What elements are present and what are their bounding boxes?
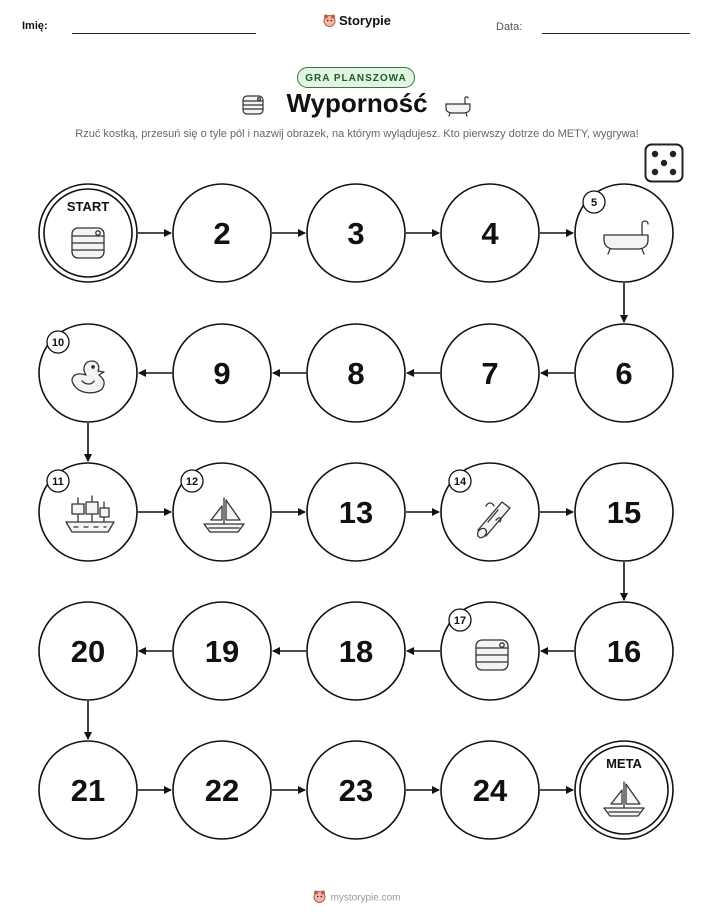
space-number: 12 <box>185 476 199 488</box>
space-number: 7 <box>481 356 499 391</box>
board-space[interactable] <box>39 741 137 839</box>
board-space[interactable] <box>39 463 137 561</box>
space-number: 16 <box>606 634 642 669</box>
board-space[interactable] <box>173 463 271 561</box>
space-number: 11 <box>52 476 64 488</box>
space-number: 13 <box>338 495 374 530</box>
name-label: Imię: <box>22 20 48 32</box>
board-space[interactable] <box>307 602 405 700</box>
brand-name: Storypie <box>338 13 391 28</box>
space-number: 3 <box>347 216 365 251</box>
board-space[interactable] <box>39 324 137 422</box>
board-space[interactable] <box>441 602 539 700</box>
space-number: 20 <box>70 634 106 669</box>
board-space[interactable] <box>441 184 539 282</box>
board-space[interactable] <box>441 463 539 561</box>
start-space[interactable] <box>39 184 137 282</box>
space-number: 24 <box>472 773 508 808</box>
board-space[interactable] <box>441 741 539 839</box>
space-number: 14 <box>453 476 467 488</box>
board-space[interactable] <box>307 184 405 282</box>
space-number: 23 <box>338 773 374 808</box>
space-number: 4 <box>481 216 499 251</box>
armband-icon <box>476 640 508 670</box>
space-number: 2 <box>213 216 231 251</box>
space-number: 15 <box>606 495 642 530</box>
board-space[interactable] <box>173 602 271 700</box>
armband-icon <box>72 228 104 258</box>
instructions: Rzuć kostką, przesuń się o tyle pól i nazwij obrazek, na którym wylądujesz. Kto pierwszy dotrze do METY, wygrywa! <box>75 128 639 140</box>
board-space[interactable] <box>173 184 271 282</box>
board-space[interactable] <box>441 324 539 422</box>
storypie-logo-icon <box>313 890 326 906</box>
board-space[interactable] <box>575 324 673 422</box>
space-number: 10 <box>51 337 65 349</box>
board-space[interactable] <box>307 741 405 839</box>
space-number: 5 <box>590 197 598 209</box>
footer <box>0 890 714 906</box>
board-space[interactable] <box>575 602 673 700</box>
space-number: 19 <box>204 634 240 669</box>
board-space[interactable] <box>173 741 271 839</box>
board-space[interactable] <box>307 463 405 561</box>
space-number: 22 <box>204 773 240 808</box>
footer-site: mystorypie.com <box>330 892 401 904</box>
category-badge: GRA PLANSZOWA <box>297 67 415 88</box>
space-number: 21 <box>70 773 106 808</box>
board-space[interactable] <box>173 324 271 422</box>
space-number: 9 <box>213 356 231 391</box>
board-space[interactable] <box>575 184 673 282</box>
space-number: 18 <box>338 634 374 669</box>
board-space[interactable] <box>575 463 673 561</box>
board-space[interactable] <box>39 602 137 700</box>
board-space[interactable] <box>307 324 405 422</box>
start-label: START <box>66 199 110 214</box>
space-number: 6 <box>615 356 633 391</box>
page-title: Wyporność <box>286 88 428 118</box>
space-number: 8 <box>347 356 365 391</box>
date-label: Data: <box>496 21 523 33</box>
finish-label: META <box>606 756 642 771</box>
finish-space[interactable] <box>575 741 673 839</box>
space-number: 17 <box>453 615 467 627</box>
